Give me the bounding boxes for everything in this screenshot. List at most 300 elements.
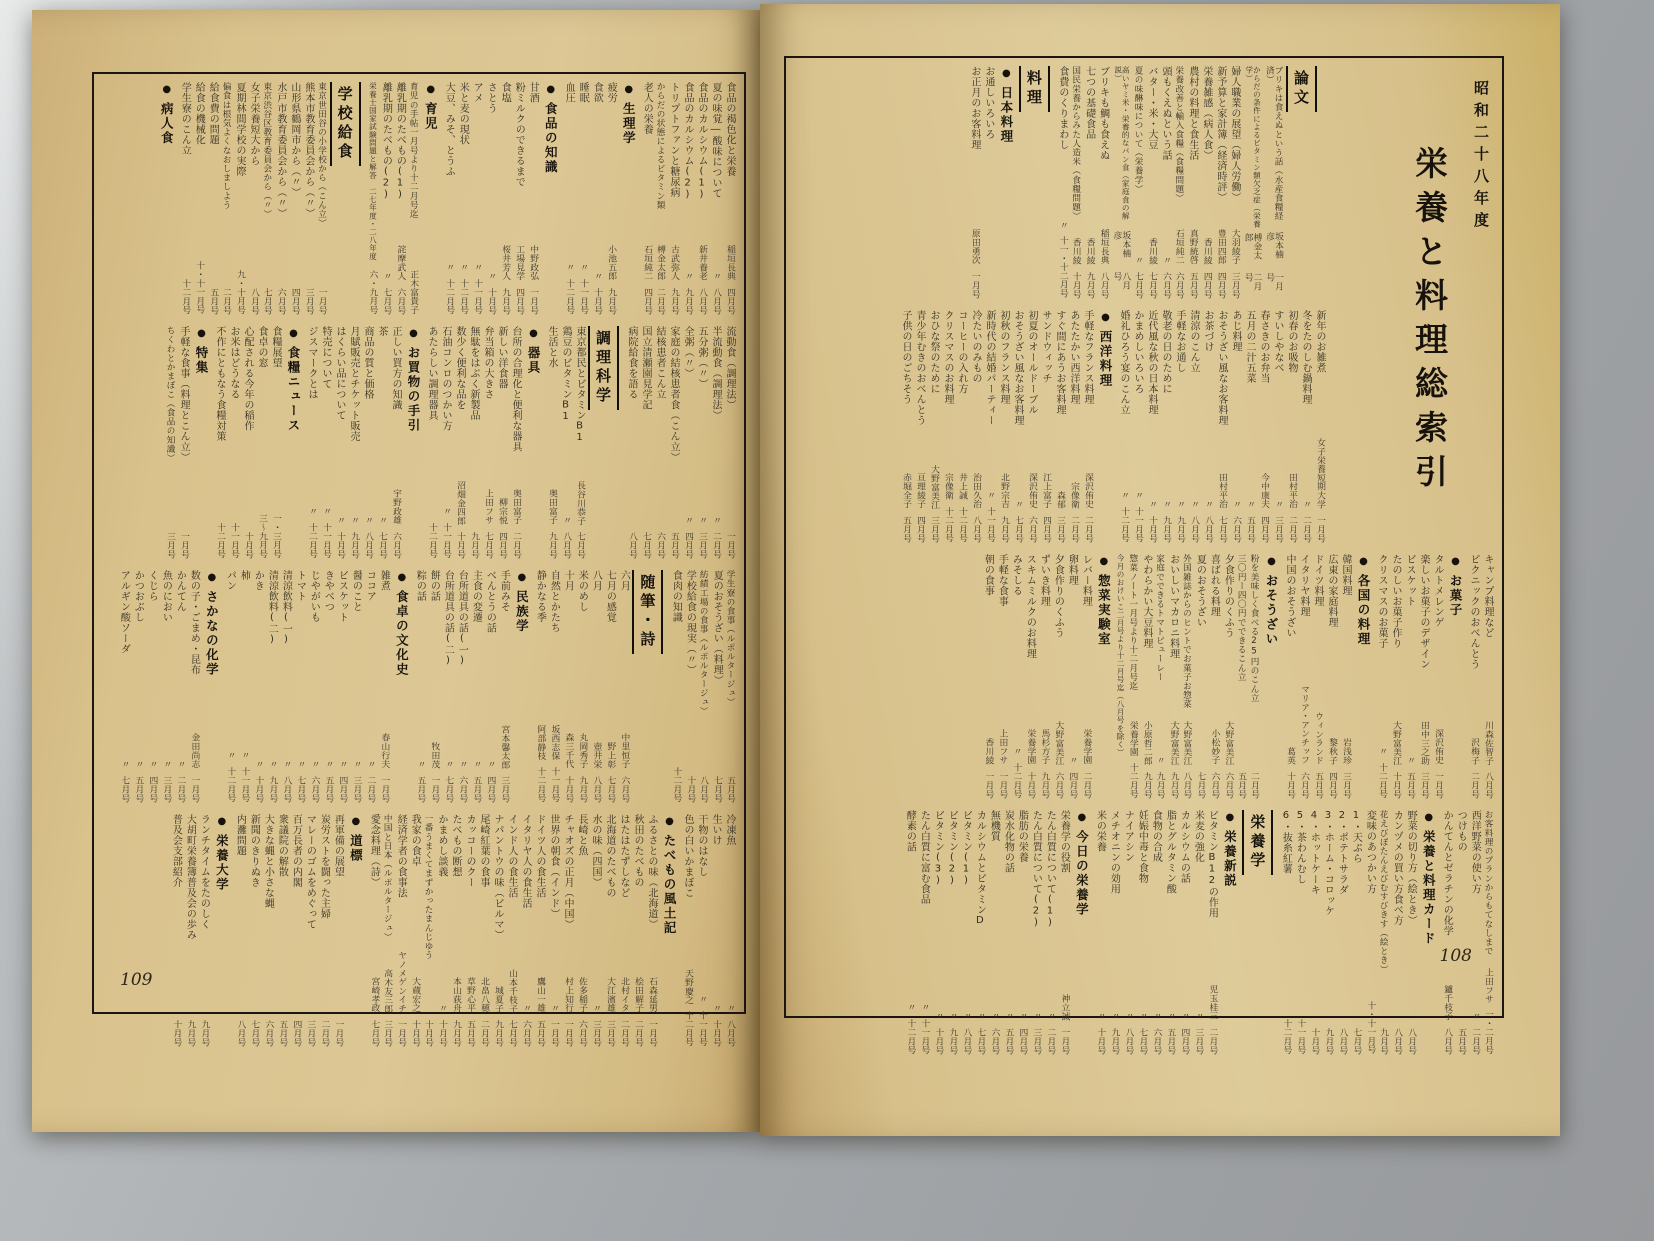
- entry-author: 〃: [1245, 499, 1255, 509]
- entry-title: 北海道のたべもの: [604, 814, 615, 898]
- entry-title: 春さきのお弁当: [1258, 310, 1269, 384]
- entry-title: 給食費の問題: [207, 82, 219, 145]
- entry-issue: 七月号: [249, 1019, 260, 1046]
- entry-issue: 十・十一月号: [1365, 1001, 1376, 1054]
- entry-issue: 三月号: [499, 775, 510, 802]
- entry-issue: 一月号: [563, 1019, 573, 1046]
- entry-title: 3・ホーム・コロッケ: [1322, 810, 1334, 916]
- entry-issue: 九月号: [349, 531, 359, 558]
- entry-title: トリプトファンと糖尿病: [668, 82, 679, 198]
- index-entry: [1155, 554, 1164, 798]
- entry-issue: 七月号: [119, 775, 130, 802]
- index-entry: [242, 326, 252, 558]
- subsection-header: [1096, 310, 1114, 388]
- entry-issue: 十二月号: [943, 506, 953, 542]
- index-entry: [1118, 310, 1128, 542]
- entry-issue: 九月号: [1378, 1027, 1389, 1054]
- bullet-icon: ●: [545, 84, 557, 97]
- entry-author: 宮本馨太郎: [499, 724, 510, 769]
- entry-author: 〃: [521, 1003, 531, 1013]
- entry-author: 〃: [133, 759, 144, 769]
- index-entry: [576, 570, 586, 802]
- entry-issue: 二月号: [1301, 515, 1311, 542]
- index-entry: [1336, 810, 1346, 1054]
- entry-title: 食欲: [591, 82, 603, 103]
- entry-author: 〃: [377, 515, 387, 525]
- index-entry: [423, 814, 432, 1046]
- entry-title: ランチタイムをたのしく: [198, 814, 210, 930]
- index-entry: [118, 570, 128, 802]
- index-entry: [1054, 310, 1064, 542]
- entry-author: 〃: [1154, 755, 1165, 765]
- entry-author: 阿部静枝: [535, 724, 546, 760]
- entry-author: 春山行夫: [379, 733, 390, 769]
- section-header: [632, 570, 663, 654]
- subsection-header: [192, 326, 210, 375]
- entry-issue: 十月号: [1285, 771, 1295, 798]
- entry-title: 睡眠: [577, 82, 589, 103]
- index-entry: [454, 326, 464, 558]
- entry-author: 北村イタ: [619, 977, 629, 1013]
- entry-title: 2・ポテトサラダ: [1336, 810, 1348, 895]
- index-entry: [1208, 554, 1218, 798]
- entry-title: 大きな蝿と小さな蝿: [262, 814, 274, 909]
- entry-title: 台所道具の話(二): [442, 570, 454, 667]
- index-entry: [1038, 554, 1048, 798]
- index-entry: [942, 310, 952, 542]
- index-entry: [1418, 554, 1428, 798]
- entry-issue: 七月号: [507, 1019, 517, 1046]
- index-entry: [1258, 310, 1268, 542]
- entry-title: 初夏のオールドーブル: [1026, 310, 1037, 415]
- entry-title: 脂とグルタミン酸: [1164, 810, 1176, 894]
- entry-author: 〃: [239, 750, 250, 760]
- subsection-header: [346, 814, 364, 863]
- entry-author: 原田勇次: [969, 229, 980, 265]
- subsection-header: [1072, 810, 1090, 917]
- index-entry: [506, 814, 516, 1046]
- index-entry: [1294, 810, 1304, 1054]
- entry-issue: 八月号: [627, 531, 637, 558]
- entry-title: 秋田のたべもの: [632, 814, 643, 888]
- index-entry: [1084, 66, 1094, 298]
- entry-issue: 九月号: [500, 287, 511, 314]
- entry-author: 中里恒子: [619, 733, 630, 769]
- entry-author: 〃: [323, 759, 334, 769]
- index-entry: [513, 82, 523, 314]
- entry-title: 炭水化物の話: [1002, 810, 1014, 873]
- entry-title: 喜ばれる料理: [1208, 554, 1220, 617]
- entry-issue: 八月号: [697, 287, 707, 314]
- entry-author: 女子栄養短期大学: [1315, 438, 1325, 509]
- entry-title: 内灘問題: [234, 814, 246, 856]
- entry-title: 食物の合成: [1150, 810, 1162, 863]
- index-entry: [698, 570, 707, 802]
- entry-author: ヤノメゲンイチ: [396, 950, 407, 1013]
- entry-title: 夏のおそうざい: [1194, 554, 1206, 628]
- entry-title: 食肉の知識: [670, 570, 682, 623]
- entry-author: 石垣純二: [642, 245, 653, 281]
- entry-author: 宮崎孝政: [369, 977, 380, 1013]
- entry-title: 婦人職業の展望（婦人労働）: [1228, 66, 1240, 203]
- entry-issue: 二月号: [365, 775, 376, 802]
- index-entry: [468, 326, 478, 558]
- entry-issue: 四月号: [1259, 515, 1269, 542]
- entry-issue: 三月号: [1229, 271, 1240, 298]
- entry-issue: 八月号: [235, 1019, 246, 1046]
- index-entry: [443, 82, 453, 314]
- entry-title: 学生寮のこん立: [179, 82, 191, 156]
- entry-author: 〃: [309, 759, 320, 769]
- entry-issue: 二月号: [655, 287, 665, 314]
- entry-author: 山本千枝子: [507, 968, 517, 1013]
- index-entry: [1350, 810, 1360, 1054]
- page-109-border: [92, 72, 746, 1046]
- entry-issue: 九月号: [1175, 515, 1185, 542]
- entry-title: おそうざい風なお客料理: [1012, 310, 1023, 426]
- entry-title: 酵素の話: [904, 810, 916, 852]
- entry-author: 〃: [961, 1011, 972, 1021]
- index-entry: [234, 82, 244, 314]
- entry-issue: 二月号: [1242, 273, 1262, 291]
- entry-title: 再軍備の展望: [332, 814, 344, 877]
- entry-author: 〃: [1231, 499, 1241, 509]
- entry-title: 栄養雑感（病人食）: [1200, 66, 1212, 161]
- subsection-header: [660, 814, 678, 936]
- index-entry: [221, 82, 230, 314]
- entry-title: 近代風な秋の日本料理: [1146, 310, 1157, 415]
- index-entry: [1024, 554, 1034, 798]
- index-entry: [1044, 810, 1054, 1054]
- index-entry: [228, 326, 238, 558]
- entry-title: 山形県鶴岡市から（〃）: [288, 82, 300, 198]
- entry-title: 我家の食卓: [409, 814, 421, 867]
- entry-author: 田村平治: [1287, 473, 1297, 509]
- entry-title: 広東の家庭料理: [1326, 554, 1337, 628]
- entry-title: 敬老の日のために: [1160, 310, 1171, 394]
- index-entry: [682, 814, 692, 1046]
- entry-author: 坂本楠彦: [1264, 231, 1283, 259]
- entry-title: 数少く便利な品を: [454, 326, 465, 410]
- entry-author: 榑金太郎: [655, 245, 665, 281]
- entry-author: 上田フサ: [1483, 967, 1493, 1003]
- entry-issue: 六月号: [1053, 771, 1064, 798]
- page-number-108: 108: [1439, 946, 1472, 966]
- index-entry: [1174, 66, 1183, 298]
- entry-issue: 六・九月号: [367, 270, 378, 314]
- index-entry: [970, 310, 980, 542]
- entry-author: 黎秋子: [1327, 738, 1337, 765]
- index-entry: [376, 326, 386, 558]
- entry-issue: 十一・十二月号: [1057, 236, 1068, 298]
- entry-title: 血圧: [563, 82, 575, 103]
- entry-title: 全粥（〃）: [682, 326, 693, 379]
- entry-title: 石油コンロのつかい方: [440, 326, 451, 431]
- entry-title: 国立清瀬園見学記: [640, 326, 651, 410]
- entry-issue: 八月号: [961, 1027, 972, 1054]
- entry-issue: 二月号: [711, 531, 721, 558]
- entry-title: あじ料理: [1230, 310, 1241, 352]
- bullet-icon: ●: [350, 816, 362, 829]
- entry-issue: 三〜九月号: [257, 514, 267, 558]
- entry-title: お正月のお客料理: [968, 66, 980, 150]
- entry-issue: 六月号: [1209, 771, 1220, 798]
- index-entry: [1216, 310, 1226, 542]
- entry-title: レバー料理: [1080, 554, 1092, 607]
- entry-title: 生活と水: [546, 326, 557, 368]
- index-entry: [409, 814, 419, 1046]
- bullet-icon: ●: [623, 84, 635, 97]
- index-band-l1: [104, 82, 734, 314]
- entry-title: コーヒーの入れ方: [956, 310, 967, 394]
- index-entry: [974, 810, 984, 1054]
- entry-author: 詫摩武人: [395, 245, 406, 281]
- entry-title: 韓国料理: [1340, 554, 1351, 596]
- entry-title: かまめし談義: [436, 814, 447, 877]
- entry-title: 無駄をはぶく新製品: [468, 326, 479, 421]
- entry-title: 七月の感覚: [604, 570, 616, 623]
- bullet-icon: ●: [516, 572, 528, 585]
- index-entry: [179, 82, 189, 314]
- entry-issue: 六月号: [1151, 1027, 1162, 1054]
- entry-issue: 五月号: [669, 531, 679, 558]
- entry-issue: 五月号: [208, 287, 219, 314]
- index-entry: [1132, 310, 1142, 542]
- entry-issue: 十月号: [1070, 271, 1081, 298]
- entry-author: 本山荻舟: [451, 977, 461, 1013]
- index-entry: [456, 570, 466, 802]
- entry-issue: 五月号: [1165, 1027, 1176, 1054]
- index-entry: [1236, 554, 1245, 798]
- index-entry: [574, 326, 584, 558]
- entry-title: 魚のにおい: [160, 570, 172, 623]
- entry-issue: 十月号: [1025, 771, 1036, 798]
- entry-title: 台所道具の話(一): [456, 570, 468, 667]
- entry-author: 香川綾: [1084, 238, 1095, 265]
- subsection-title: 今日の栄養学: [1074, 830, 1090, 917]
- index-entry: [548, 570, 558, 802]
- entry-title: 初秋のフランス料理: [998, 310, 1009, 405]
- entry-author: 奥田富子: [547, 489, 557, 525]
- entry-issue: 六月号: [391, 531, 401, 558]
- entry-issue: 六月号: [521, 1019, 531, 1046]
- entry-title: 花えびぼたんえびむすびきす（絵とき）: [1378, 810, 1389, 974]
- index-entry: [436, 814, 446, 1046]
- entry-title: 手軽な食事: [996, 554, 1008, 607]
- entry-title: 4・ホットケーキ: [1308, 810, 1320, 895]
- entry-issue: 十一月号: [919, 1018, 930, 1054]
- entry-title: 農村の料理と食生活: [1186, 66, 1198, 161]
- entry-title: 手軽なフランス料理: [1082, 310, 1093, 405]
- index-entry: [1182, 554, 1191, 798]
- entry-issue: 一月号: [528, 287, 539, 314]
- page-number-109: 109: [120, 970, 153, 990]
- entry-title: 新予算と家計簿（経済時評）: [1214, 66, 1226, 203]
- entry-author: 〃: [457, 759, 468, 769]
- entry-title: 熊本市教育委員会から（〃）: [302, 82, 314, 219]
- entry-issue: 八月号: [249, 287, 260, 314]
- entry-author: 〃: [1119, 490, 1129, 500]
- entry-author: 〃: [919, 1002, 930, 1012]
- subsection-header: [404, 326, 422, 433]
- entry-issue: 三月号: [382, 1019, 393, 1046]
- entry-issue: 四月号: [1201, 271, 1212, 298]
- index-entry: [1194, 554, 1204, 798]
- entry-title: 食塩: [499, 82, 511, 103]
- entry-author: 〃: [1003, 1011, 1014, 1021]
- entry-title: 流動食（調理法）: [724, 326, 735, 410]
- subsection-header: [1446, 554, 1464, 618]
- entry-author: 石森延男: [647, 977, 657, 1013]
- entry-author: 〃: [1193, 1011, 1204, 1021]
- entry-author: 牧田茂: [429, 742, 440, 769]
- entry-title: ビタミン(2): [946, 810, 958, 887]
- entry-title: 八月: [590, 570, 602, 591]
- entry-title: 弁当箱の大きさ: [482, 326, 493, 400]
- index-entry: [988, 810, 998, 1054]
- entry-title: ふるさとの味（北海道）: [646, 814, 657, 930]
- index-entry: [478, 814, 488, 1046]
- index-entry: [457, 82, 467, 314]
- entry-title: 特売について: [320, 326, 331, 389]
- entry-author: 正木富貴子: [408, 270, 419, 314]
- entry-author: 鑪千枝子: [1442, 985, 1453, 1021]
- index-band-r3: [796, 554, 1492, 798]
- index-entry: [590, 570, 600, 802]
- index-entry: [1468, 554, 1478, 798]
- entry-author: 葛英: [1285, 746, 1295, 765]
- index-entry: [306, 326, 316, 558]
- index-entry: [350, 570, 360, 802]
- entry-issue: 八月号: [698, 775, 709, 802]
- entry-issue: 六月号: [577, 1019, 587, 1046]
- bullet-icon: ●: [288, 328, 299, 341]
- entry-title: 病院給食を語る: [626, 326, 637, 400]
- entry-title: 食品のカルシウム(1): [696, 82, 707, 201]
- entry-author: 〃: [711, 271, 721, 281]
- entry-issue: 二月号: [1207, 1027, 1218, 1054]
- entry-issue: 十二月号: [683, 1010, 693, 1046]
- index-band-l3: [104, 570, 734, 802]
- entry-author: 宇野政雄: [391, 489, 401, 525]
- entry-title: 脂肪の栄養: [1016, 810, 1028, 863]
- entry-author: 赤堀全子: [901, 473, 911, 509]
- entry-title: 心配される今年の稲作: [242, 326, 253, 431]
- entry-title: 夕食作りのくふう: [1222, 554, 1234, 638]
- entry-issue: 九月号: [493, 1019, 503, 1046]
- entry-title: 食品の褐色化と栄養: [724, 82, 735, 177]
- entry-title: 愛念料理（詩）: [368, 814, 380, 888]
- entry-author: 深沢侑史: [1027, 473, 1037, 509]
- subsection-header: [524, 326, 542, 375]
- entry-title: キャンプ料理など: [1482, 554, 1493, 638]
- entry-issue: 十一月号: [229, 522, 239, 558]
- entry-title: かんてんとゼラチンの化学: [1441, 810, 1453, 936]
- entry-title: すいしやなべ: [1272, 310, 1283, 373]
- index-entry: [318, 814, 328, 1046]
- entry-author: 〃: [1179, 1011, 1190, 1021]
- index-entry: [1378, 810, 1387, 1054]
- entry-title: お米はどうなる: [228, 326, 239, 400]
- page-109-content: [104, 82, 735, 1046]
- entry-issue: 十一月号: [321, 522, 331, 558]
- entry-issue: 九月号: [683, 287, 693, 314]
- entry-title: 夏期林間学校の実際: [234, 82, 246, 177]
- page-109-paper: [32, 10, 760, 1132]
- entry-title: ナイアシン: [1122, 810, 1134, 863]
- entry-author: 〃: [321, 506, 331, 516]
- entry-title: 栄養学の役割: [1058, 810, 1070, 873]
- index-entry: [1058, 810, 1068, 1054]
- entry-issue: 八月号: [1123, 1027, 1134, 1054]
- entry-author: 小松妙子: [1209, 729, 1220, 765]
- entry-author: 栄養学園: [1025, 729, 1036, 765]
- entry-author: 〃: [337, 759, 348, 769]
- entry-issue: 十二月号: [564, 278, 575, 314]
- index-entry: [1441, 810, 1451, 1054]
- entry-author: 森三千代: [563, 733, 574, 769]
- entry-title: 初春のお吸物: [1286, 310, 1297, 373]
- entry-author: 〃: [267, 759, 278, 769]
- index-entry: [382, 814, 391, 1046]
- index-entry: [1272, 310, 1282, 542]
- index-entry: [1284, 554, 1294, 798]
- index-entry: [655, 82, 664, 314]
- index-entry: [348, 326, 358, 558]
- entry-title: 清涼飲料(二): [266, 570, 278, 646]
- entry-title: たん白質について(2): [1030, 810, 1042, 929]
- index-entry: [146, 570, 156, 802]
- entry-issue: 二月号: [1470, 1027, 1481, 1054]
- entry-author: 今中康夫: [1259, 473, 1269, 509]
- entry-title: 東京渋谷区教育委員会から（〃）: [261, 82, 272, 219]
- entry-title: ビタミン(3): [932, 810, 944, 887]
- index-entry: [1432, 554, 1442, 798]
- entry-author: 〃: [147, 759, 158, 769]
- entry-title: 雑煮: [378, 570, 390, 591]
- entry-issue: 五月号: [725, 775, 735, 802]
- index-entry: [1229, 66, 1239, 298]
- index-entry: [1098, 66, 1108, 298]
- entry-title: 経済学者の食事法: [395, 814, 407, 898]
- entry-title: 外国雑誌からのヒントでお菓子お惣菜: [1181, 554, 1192, 709]
- entry-issue: 十二月号: [215, 522, 225, 558]
- entry-issue: 九月号: [1161, 515, 1171, 542]
- entry-author: 稲垣長典: [725, 245, 735, 281]
- entry-author: 大野富美江: [1053, 720, 1064, 765]
- index-entry: [632, 814, 642, 1046]
- index-entry: [214, 326, 224, 558]
- subsection-header: [619, 82, 637, 146]
- entry-author: 北畠八穂: [479, 977, 489, 1013]
- entry-issue: 八月号: [1098, 271, 1109, 298]
- entry-author: 〃: [1470, 1011, 1481, 1021]
- index-entry: [1222, 554, 1232, 798]
- entry-author: 桜井芳人: [500, 245, 511, 281]
- index-entry: [900, 310, 910, 542]
- entry-issue: 十月号: [486, 287, 497, 314]
- subsection-title: 特集: [194, 346, 209, 375]
- index-entry: [534, 570, 544, 802]
- index-entry: [577, 82, 587, 314]
- entry-author: 坂本楠彦: [1111, 231, 1131, 258]
- entry-author: 〃: [711, 1003, 721, 1013]
- subsection-title: 器具: [526, 346, 541, 375]
- entry-issue: 五月号: [901, 515, 911, 542]
- bullet-icon: ●: [1423, 812, 1435, 825]
- entry-author: 〃: [1203, 499, 1213, 509]
- entry-issue: 一月号: [1315, 515, 1325, 542]
